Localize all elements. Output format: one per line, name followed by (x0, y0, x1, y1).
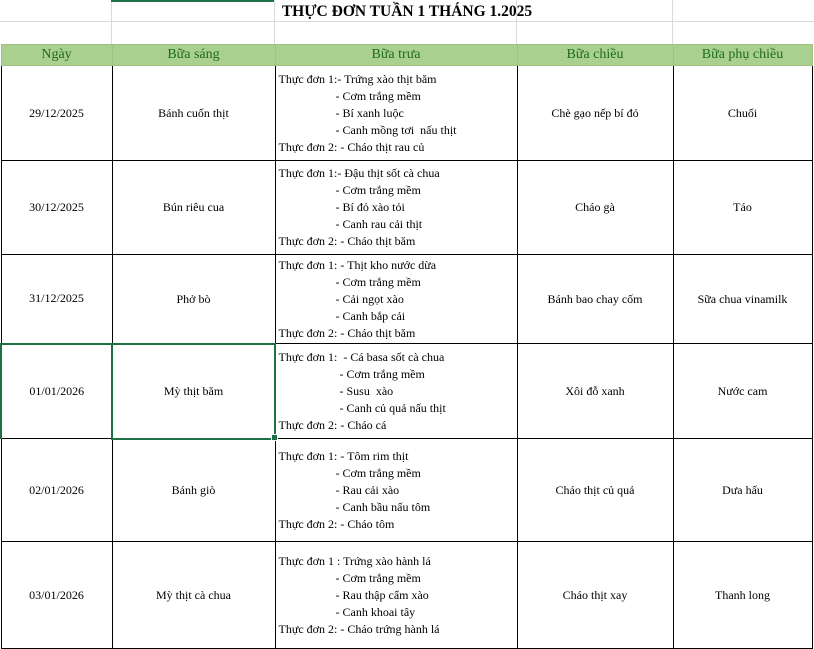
lunch-line: - Canh mồng tơi nấu thịt (335, 122, 457, 137)
lunch-line: Thực đơn 1:- Trứng xào thịt băm (278, 71, 437, 86)
breakfast-text: Mỳ thịt băm (163, 383, 224, 398)
fill-handle[interactable] (271, 434, 278, 441)
lunch-line: Thực đơn 1: - Thịt kho nước dừa (278, 257, 437, 272)
lunch-line: - Rau cải xào (335, 482, 400, 497)
lunch-line: - Canh khoai tây (335, 604, 416, 619)
afternoon-cell[interactable]: Cháo thịt xay (517, 542, 673, 649)
table-row (1, 542, 812, 649)
date-cell[interactable]: 30/12/2025 (1, 161, 112, 255)
date-cell[interactable]: 02/01/2026 (1, 439, 112, 542)
lunch-line: Thực đơn 1: - Cá basa sốt cà chua (278, 349, 445, 364)
date-cell[interactable]: 29/12/2025 (1, 66, 112, 161)
header-breakfast[interactable]: Bữa sáng (112, 45, 275, 66)
snack-cell[interactable]: Sữa chua vinamilk (673, 255, 812, 344)
lunch-line: Thực đơn 2: - Cháo thịt rau củ (278, 139, 425, 154)
afternoon-cell[interactable]: Xôi đỗ xanh (517, 344, 673, 439)
snack-cell[interactable]: Dưa hấu (673, 439, 812, 542)
header-row (1, 45, 812, 66)
lunch-line: Thực đơn 2: - Cháo cá (278, 417, 387, 432)
lunch-line: - Cải ngọt xào (335, 291, 404, 306)
lunch-line: Thực đơn 2: - Cháo tôm (278, 516, 395, 531)
breakfast-cell-selected[interactable] (112, 344, 275, 439)
breakfast-cell[interactable]: Mỳ thịt cà chua (112, 542, 275, 649)
lunch-line: - Cơm trắng mềm (335, 465, 421, 480)
afternoon-cell[interactable]: Cháo gà (517, 161, 673, 255)
header-lunch[interactable]: Bữa trưa (275, 45, 517, 66)
lunch-line: - Cơm trắng mềm (335, 274, 421, 289)
snack-cell[interactable]: Nước cam (673, 344, 812, 439)
lunch-line: - Canh rau cải thịt (335, 217, 423, 231)
date-cell[interactable]: 01/01/2026 (1, 344, 112, 439)
table-row (1, 439, 812, 542)
column-selection-marker (111, 0, 274, 2)
lunch-line: - Bí xanh luộc (335, 105, 404, 120)
lunch-line: Thực đơn 2: - Cháo thịt băm (278, 325, 416, 340)
lunch-line: Thực đơn 1 : Trứng xào hành lá (278, 553, 431, 568)
snack-cell[interactable]: Táo (673, 161, 812, 255)
lunch-line: - Cơm trắng mềm (335, 88, 421, 103)
lunch-line: - Canh bầu nấu tôm (335, 499, 431, 514)
lunch-line: Thực đơn 1:- Đậu thịt sốt cà chua (278, 166, 440, 180)
lunch-cell[interactable] (275, 439, 517, 542)
breakfast-cell[interactable]: Bánh giò (112, 439, 275, 542)
breakfast-cell[interactable]: Phở bò (112, 255, 275, 344)
lunch-line: - Cơm trắng mềm (335, 183, 421, 197)
menu-table (0, 44, 813, 649)
header-afternoon[interactable]: Bữa chiều (517, 45, 673, 66)
lunch-cell[interactable] (275, 542, 517, 649)
afternoon-cell[interactable]: Chè gạo nếp bí đỏ (517, 66, 673, 161)
snack-cell[interactable]: Chuối (673, 66, 812, 161)
snack-cell[interactable]: Thanh long (673, 542, 812, 649)
header-snack[interactable]: Bữa phụ chiều (673, 45, 812, 66)
lunch-line: Thực đơn 2: - Cháo thịt băm (278, 234, 416, 248)
lunch-line: - Canh bắp cải (335, 308, 406, 323)
header-date[interactable]: Ngày (1, 45, 112, 66)
lunch-cell[interactable] (275, 161, 517, 255)
lunch-line: - Susu xào (339, 383, 394, 398)
afternoon-cell[interactable]: Bánh bao chay cốm (517, 255, 673, 344)
breakfast-cell[interactable]: Bánh cuốn thịt (112, 66, 275, 161)
table-row (1, 344, 812, 439)
table-row (1, 66, 812, 161)
lunch-line: - Rau thập cẩm xào (335, 587, 429, 602)
lunch-line: - Cơm trắng mềm (335, 570, 421, 585)
lunch-line: - Bí đỏ xào tỏi (335, 200, 405, 214)
lunch-line: Thực đơn 1: - Tôm rim thịt (278, 448, 409, 463)
afternoon-cell[interactable]: Cháo thịt củ quả (517, 439, 673, 542)
lunch-cell[interactable] (275, 66, 517, 161)
lunch-cell[interactable] (275, 344, 517, 439)
page-title: THỰC ĐƠN TUẦN 1 THÁNG 1.2025 (281, 3, 533, 20)
date-cell[interactable]: 03/01/2026 (1, 542, 112, 649)
lunch-line: - Cơm trắng mềm (339, 366, 425, 381)
table-row (1, 255, 812, 344)
lunch-cell[interactable] (275, 255, 517, 344)
date-cell[interactable]: 31/12/2025 (1, 255, 112, 344)
breakfast-cell[interactable]: Bún riêu cua (112, 161, 275, 255)
lunch-line: Thực đơn 2: - Cháo trứng hành lá (278, 621, 440, 636)
lunch-line: - Canh củ quả nấu thịt (339, 400, 446, 415)
table-row (1, 161, 812, 255)
